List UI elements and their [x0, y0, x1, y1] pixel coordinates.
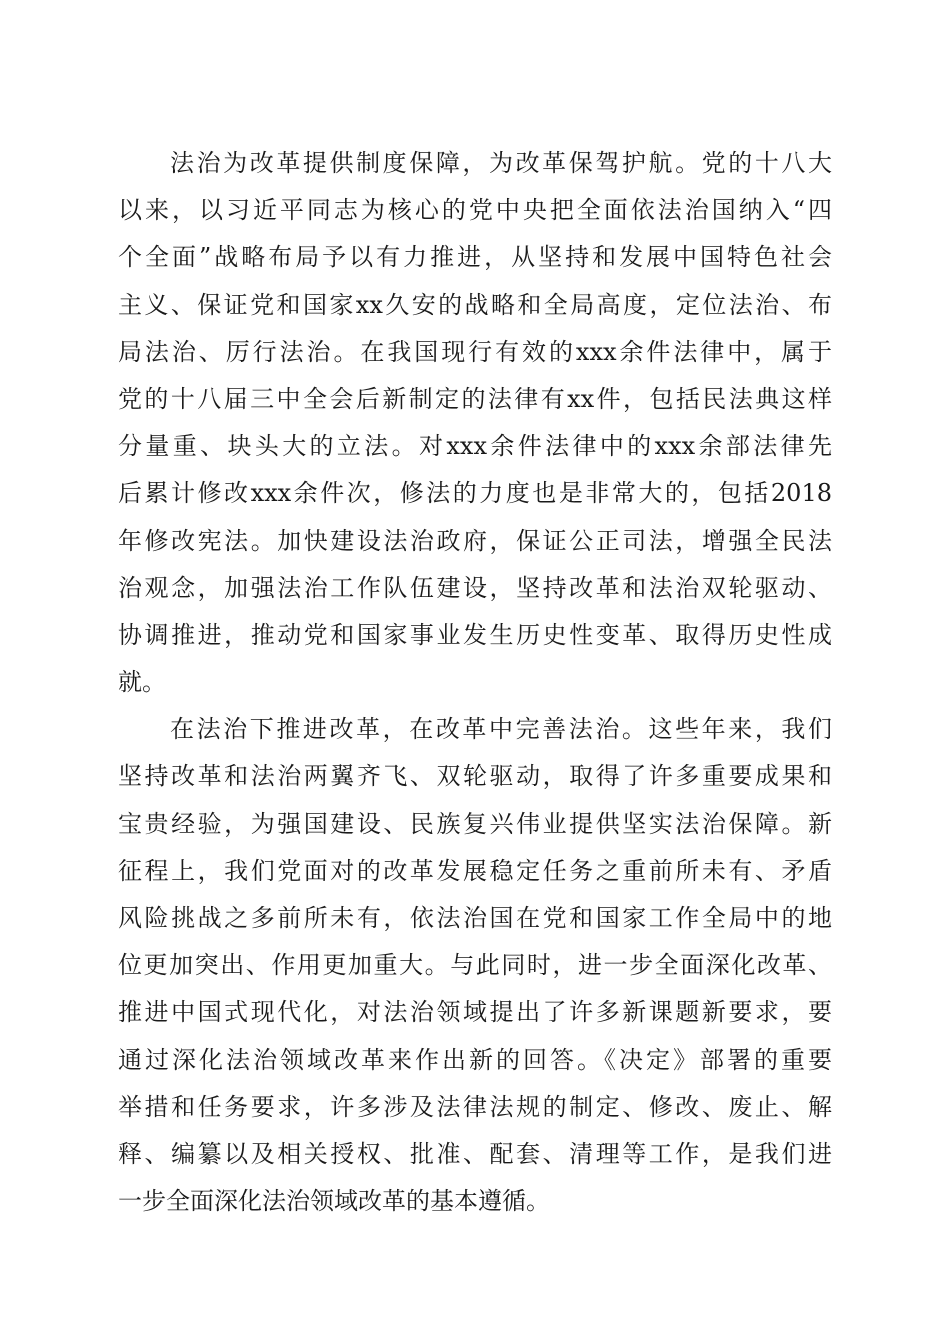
paragraph-2 — [118, 706, 832, 1225]
text-line: 征程上，我们党面对的改革发展稳定任务之重前所未有、矛盾 — [118, 856, 832, 885]
text-line: 一步全面深化法治领域改革的基本遵循。 — [118, 1187, 550, 1216]
text-line: 风险挑战之多前所未有，依法治国在党和国家工作全局中的地 — [118, 904, 832, 932]
text-line: 法治为改革提供制度保障，为改革保驾护航。党的十八大 — [170, 149, 832, 177]
document-body — [118, 140, 832, 1225]
text-line: 年修改宪法。加快建设法治政府，保证公正司法，增强全民法 — [118, 526, 832, 555]
text-line: 后累计修改xxx余件次，修法的力度也是非常大的，包括2018 — [118, 479, 832, 508]
text-line: 以来，以习近平同志为核心的党中央把全面依法治国纳入“四 — [118, 196, 832, 225]
text-line: 宝贵经验，为强国建设、民族复兴伟业提供坚实法治保障。新 — [118, 809, 832, 838]
text-line: 协调推进，推动党和国家事业发生历史性变革、取得历史性成 — [118, 620, 832, 649]
text-line: 推进中国式现代化，对法治领域提出了许多新课题新要求，要 — [118, 998, 832, 1027]
text-line: 位更加突出、作用更加重大。与此同时，进一步全面深化改革、 — [118, 951, 832, 980]
paragraph-1 — [118, 140, 832, 706]
text-line: 就。 — [118, 668, 166, 697]
text-line: 坚持改革和法治两翼齐飞、双轮驱动，取得了许多重要成果和 — [118, 762, 832, 791]
text-line: 分量重、块头大的立法。对xxx余件法律中的xxx余部法律先 — [118, 432, 832, 461]
text-line: 在法治下推进改革，在改革中完善法治。这些年来，我们 — [170, 715, 832, 744]
text-line: 通过深化法治领域改革来作出新的回答。《决定》部署的重要 — [118, 1045, 832, 1074]
text-line: 举措和任务要求，许多涉及法律法规的制定、修改、废止、解 — [118, 1092, 832, 1121]
text-line: 个全面”战略布局予以有力推进，从坚持和发展中国特色社会 — [118, 243, 832, 272]
text-line: 局法治、厉行法治。在我国现行有效的xxx余件法律中，属于 — [118, 337, 832, 366]
text-line: 治观念，加强法治工作队伍建设，坚持改革和法治双轮驱动、 — [118, 573, 832, 602]
text-line: 党的十八届三中全会后新制定的法律有xx件，包括民法典这样 — [118, 384, 832, 413]
text-line: 主义、保证党和国家xx久安的战略和全局高度，定位法治、布 — [118, 290, 832, 319]
text-line: 释、编纂以及相关授权、批准、配套、清理等工作，是我们进 — [118, 1139, 832, 1168]
